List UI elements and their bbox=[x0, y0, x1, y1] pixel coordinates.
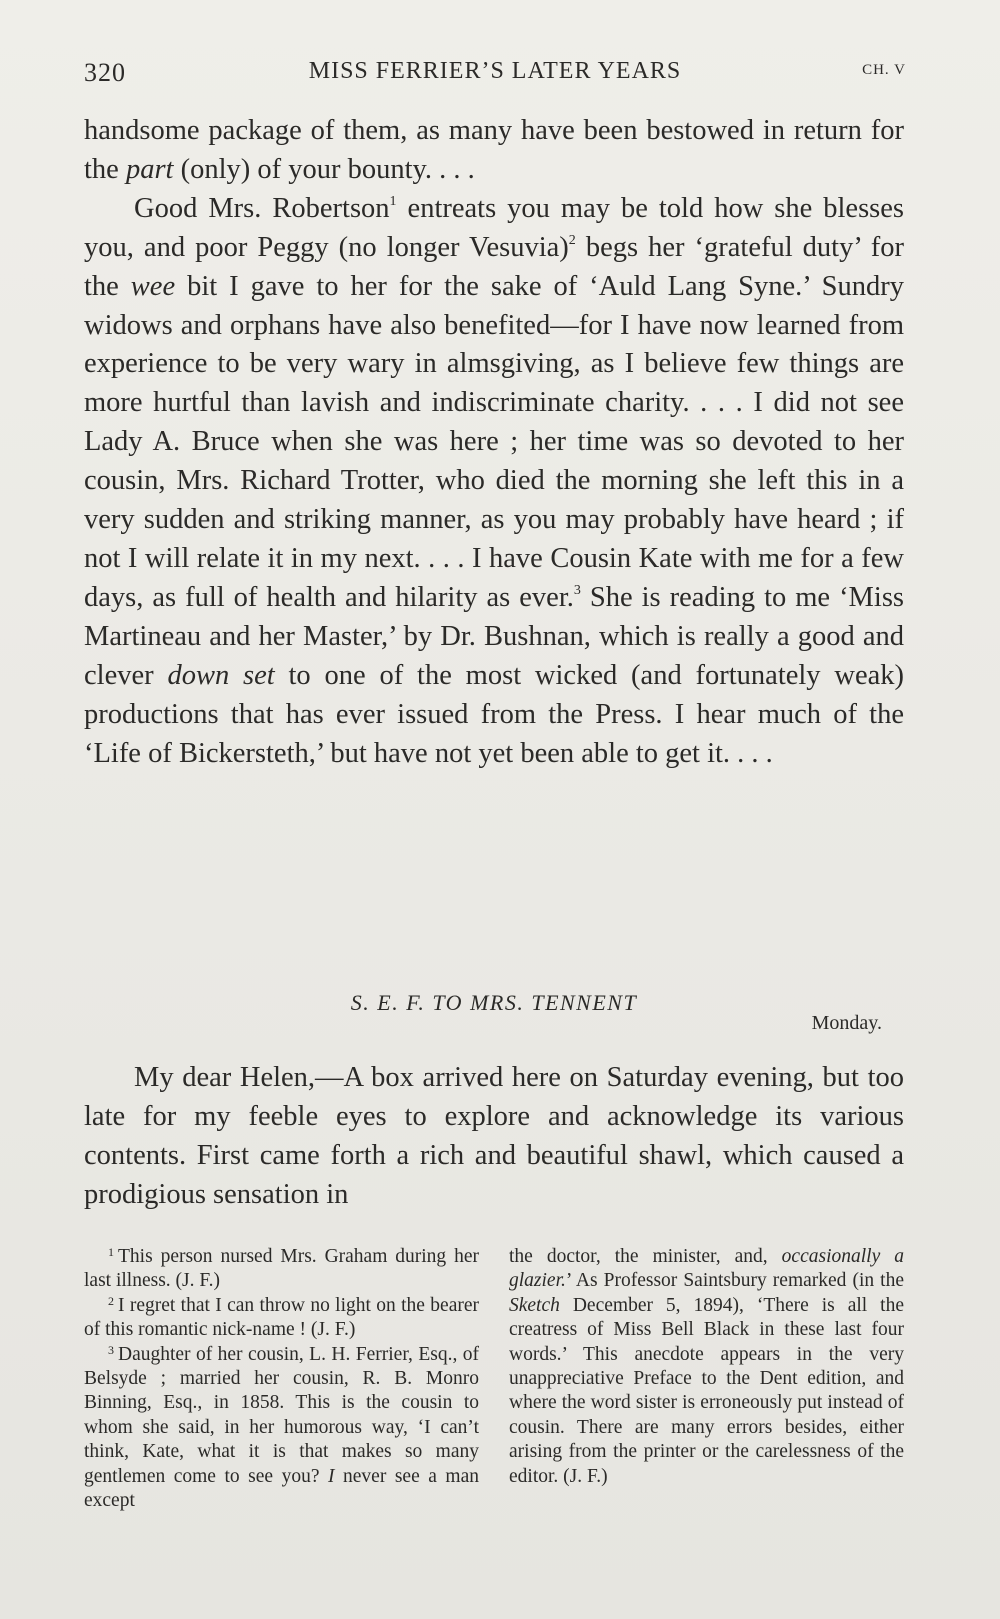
letter-paragraph: My dear Helen,—A box arrived here on Saturday evening, but too late for my feeble eyes to explore and acknowledge its various contents. First came forth a rich and beautiful shawl, which caused a prodigious sensation in bbox=[84, 1062, 904, 1210]
paragraph-1: handsome package of them, as many have been bestowed in return for the part (only) of your bounty. . . . bbox=[84, 115, 904, 185]
footnote-ref-2: 2 bbox=[568, 232, 576, 248]
letter-heading: S. E. F. TO MRS. TENNENT bbox=[350, 990, 638, 1015]
running-title: MISS FERRIER’S LATER YEARS bbox=[308, 58, 682, 84]
footnote-column-right bbox=[509, 1245, 904, 1513]
footnote-3: $^3$ Daughter of her cousin, L. H. Ferrier, Esq., of Belsyde ; married her cousin, R. B. Monro Binning, Esq., in 1858. This is the cousin to whom she said, in her humorous way, ‘I can’t think, Kate, what it is that makes so many gentlemen come to see you? I never see a man except bbox=[84, 1342, 479, 1512]
chapter-label: CH. V bbox=[862, 62, 906, 78]
footnote-column-left bbox=[84, 1245, 479, 1513]
footnote-ref-1: 1 bbox=[389, 193, 397, 209]
footnote-3-continued: the doctor, the minister, and, occasionally a glazier.’ As Professor Saintsbury remarked (in the Sketch December 5, 1894), ‘There is all the creatress of Miss Bell Black in these last four words.’ This anecdote appears in the very unappreciative Preface to the Dent edition, and where the word sister is erroneously put instead of cousin. There are many errors besides, either arising from the printer or the carelessness of the editor. (J. F.) bbox=[509, 1246, 904, 1487]
page-header bbox=[84, 58, 906, 94]
main-text bbox=[84, 112, 904, 773]
letter-date: Monday. bbox=[811, 1012, 882, 1034]
letter-body bbox=[84, 1058, 904, 1214]
footnote-1: $^1$ This person nursed Mrs. Graham during her last illness. (J. F.) bbox=[84, 1245, 479, 1292]
footnote-2: $^2$ I regret that I can throw no light on the bearer of this romantic nick-name ! (J. F.) bbox=[84, 1293, 479, 1341]
page-number: 320 bbox=[84, 58, 126, 87]
footnote-ref-3: 3 bbox=[573, 582, 581, 598]
paragraph-2: Good Mrs. Robertson$^1$ entreats you may be told how she blesses you, and poor Peggy (no longer Vesuvia)$^2$ begs her ‘grateful duty’ for the wee bit I gave to her for the sake of ‘Auld Lang Syne.’ Sundry widows and orphans have also benefited—for I have now learned from experience to be very wary in almsgiving, as I believe few things are more hurtful than lavish and indiscriminate charity. . . . I did not see Lady A. Bruce when she was here ; her time was so devoted to her cousin, Mrs. Richard Trotter, who died the morning she left this in a very sudden and striking manner, as you may probably have heard ; if not I will relate it in my next. . . . I have Cousin Kate with me for a few days, as full of health and hilarity as ever.$^3$ She is reading to me ‘Miss Martineau and her Master,’ by Dr. Bushnan, which is really a good and clever down set to one of the most wicked (and fortunately weak) productions that has ever issued from the Press. I hear much of the ‘Life of Bickersteth,’ but have not yet been able to get it. . . . bbox=[84, 192, 905, 769]
footnotes bbox=[84, 1245, 904, 1513]
